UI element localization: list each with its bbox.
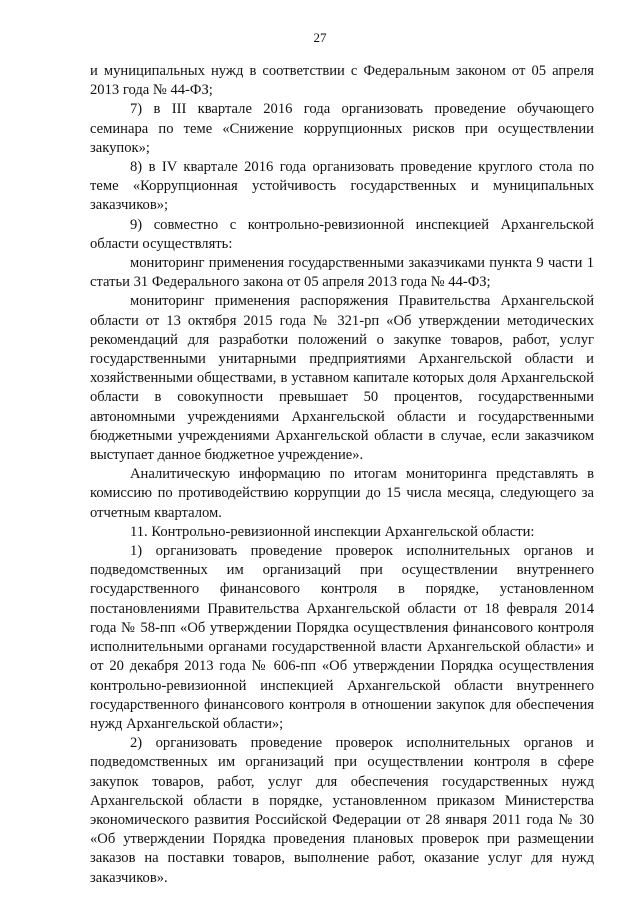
paragraph-monitoring-2: мониторинг применения распоряжения Правительства Архангельской области от 13 октября 2015 года № 321-рп «Об утверждении методических рекомендаций для разработки положений о закупке товаров, работ, услуг государственными унитарными предприятиями Архангельской области и хозяйственными обществами, в уставном капитале которых доля Архангельской области в совокупности превышает 50 процентов, государственными автономными учреждениями Архангельской области и государственными бюджетными учреждениями Архангельской области в случае, если заказчиком выступает данное бюджетное учреждение». <box>90 293 594 464</box>
paragraph-item-7: 7) в III квартале 2016 года организовать проведение обучающего семинара по теме «Снижение коррупционных рисков при осуществлении закупок»; <box>90 101 594 156</box>
paragraph-item-8: 8) в IV квартале 2016 года организовать проведение круглого стола по теме «Коррупционная устойчивость государственных и муниципальных заказчиков»; <box>90 159 594 214</box>
page-number: 27 <box>313 30 327 45</box>
paragraph-item-9: 9) совместно с контрольно-ревизионной инспекцией Архангельской области осуществлять: <box>90 216 594 252</box>
paragraph-section-11: 11. Контрольно-ревизионной инспекции Архангельской области: <box>130 523 535 540</box>
paragraph-continuation: и муниципальных нужд в соответствии с Федеральным законом от 05 апреля 2013 года № 44-ФЗ; <box>90 63 594 99</box>
paragraph-analytics: Аналитическую информацию по итогам мониторинга представлять в комиссию по противодействию коррупции до 15 числа месяца, следующего за отчетным кварталом. <box>90 466 594 521</box>
paragraph-section-11-item-1: 1) организовать проведение проверок исполнительных органов и подведомственных им организаций при осуществлении внутреннего государственного финансового контроля в порядке, установленном постановлениями Правительства Архангельской области от 18 февраля 2014 года № 58-пп «Об утверждении Порядка осуществления финансового контроля исполнительными органами государственной власти Архангельской области» и от 20 декабря 2013 года № 606-пп «Об утверждении Порядка осуществления контрольно-ревизионной инспекцией Архангельской области внутреннего государственного финансового контроля в отношении закупок для обеспечения нужд Архангельской области»; <box>90 543 594 732</box>
paragraph-monitoring-1: мониторинг применения государственными заказчиками пункта 9 части 1 статьи 31 Федерального закона от 05 апреля 2013 года № 44-ФЗ; <box>90 255 594 291</box>
paragraph-section-11-item-2: 2) организовать проведение проверок исполнительных органов и подведомственных им организаций при осуществлении контроля в сфере закупок товаров, работ, услуг для обеспечения государственных нужд Архангельской области в порядке, установленном приказом Министерства экономического развития Российской Федерации от 28 января 2011 года № 30 «Об утверждении Порядка проведения плановых проверок при размещении заказов на поставки товаров, выполнение работ, оказание услуг для нужд заказчиков». <box>90 735 594 886</box>
document-body <box>90 62 594 888</box>
